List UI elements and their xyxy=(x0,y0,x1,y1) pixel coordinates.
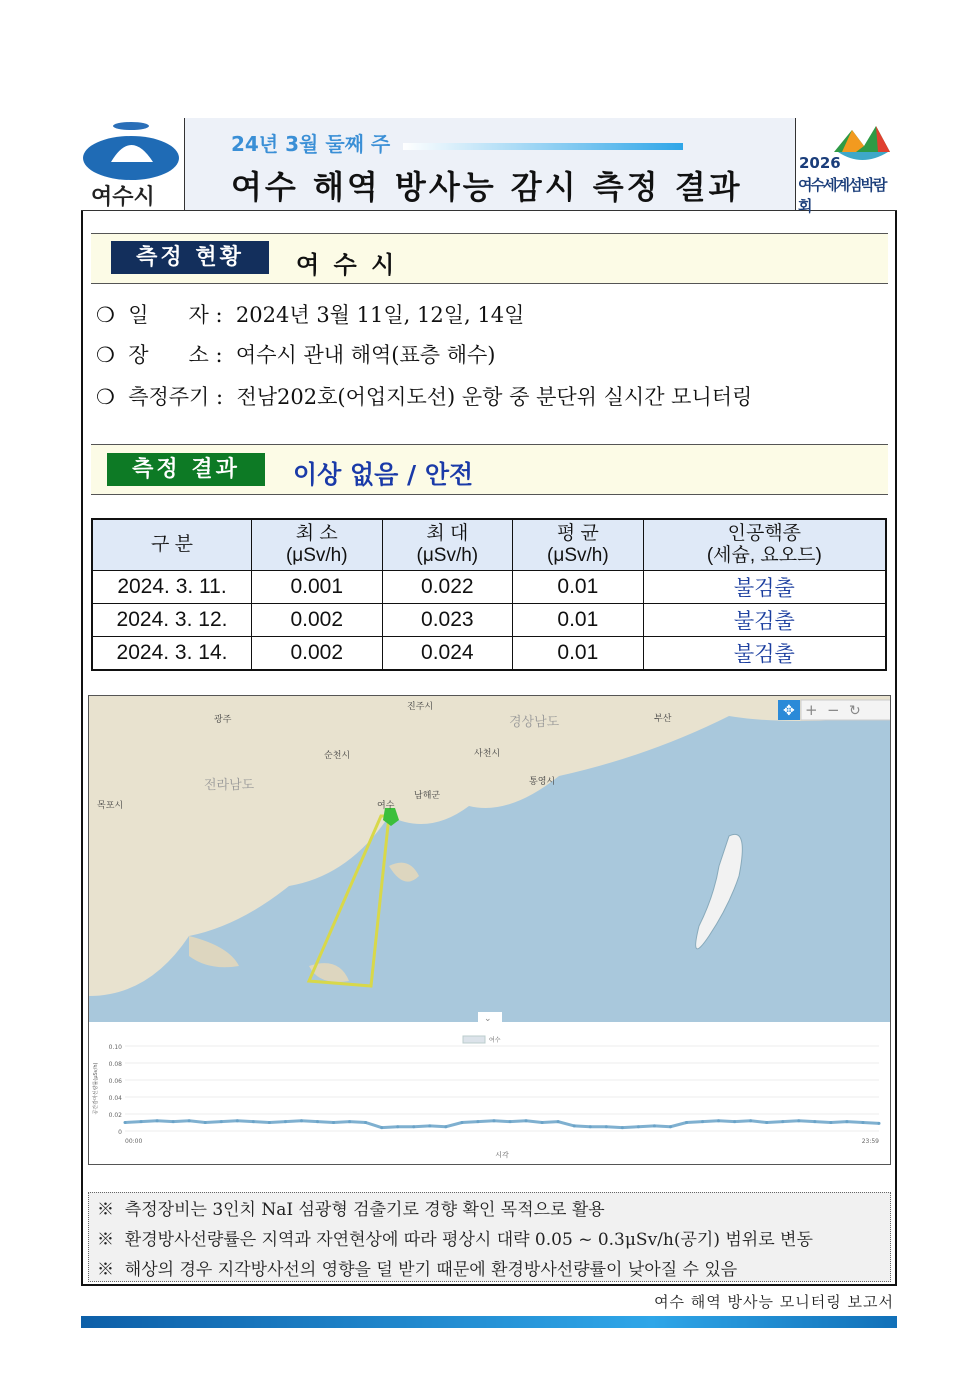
info-date: ❍ 일 자 : 2024년 3월 11일, 12일, 14일 xyxy=(96,303,525,327)
y-tick-label: 0.02 xyxy=(108,1112,122,1119)
data-point xyxy=(765,1121,768,1124)
data-point xyxy=(685,1121,688,1124)
data-point xyxy=(268,1121,271,1124)
info-cycle: ❍ 측정주기 : 전남202호(어업지도선) 운항 중 분단위 실시간 모니터링 xyxy=(96,385,753,409)
data-point xyxy=(444,1125,447,1128)
data-point xyxy=(829,1121,832,1124)
map-label: 부산 xyxy=(654,714,672,724)
data-point xyxy=(509,1120,512,1123)
expo-year: 2026 xyxy=(799,154,841,172)
cell-min: 0.002 xyxy=(252,637,383,671)
data-point xyxy=(348,1120,351,1123)
city-logo-text: 여수시 xyxy=(91,185,155,210)
expo-name: 여수세계섬박람회 xyxy=(798,176,886,215)
report-title: 여수 해역 방사능 감시 측정 결과 xyxy=(231,168,743,206)
data-point xyxy=(428,1124,431,1127)
cell-avg: 0.01 xyxy=(513,604,644,637)
map-label: 사천시 xyxy=(474,749,501,759)
data-point xyxy=(701,1120,704,1123)
data-point xyxy=(124,1121,127,1124)
data-point xyxy=(861,1121,864,1124)
result-label: 측정 결과 xyxy=(107,453,265,486)
col-header-avg: 평 균 (μSv/h) xyxy=(513,519,644,571)
data-point xyxy=(749,1119,752,1122)
x-axis-label: 시각 xyxy=(495,1151,509,1159)
cell-max: 0.022 xyxy=(382,571,513,604)
status-city: 여 수 시 xyxy=(296,251,398,279)
data-point xyxy=(172,1120,175,1123)
map-label: 광주 xyxy=(214,715,232,725)
cell-max: 0.023 xyxy=(382,604,513,637)
map-label: 순천시 xyxy=(324,751,351,761)
cell-avg: 0.01 xyxy=(513,571,644,604)
data-point xyxy=(220,1120,223,1123)
data-point xyxy=(412,1125,415,1128)
status-section-bar xyxy=(91,233,888,284)
col-header-max: 최 대 (μSv/h) xyxy=(382,519,513,571)
cell-max: 0.024 xyxy=(382,637,513,671)
map-label: 경상남도 xyxy=(509,715,560,730)
data-point xyxy=(621,1126,624,1129)
measurement-table xyxy=(91,518,887,671)
data-point xyxy=(653,1124,656,1127)
data-point xyxy=(236,1119,239,1122)
map-label: 남해군 xyxy=(414,791,441,801)
note-3: ※ 해상의 경우 지각방사선의 영향을 덜 받기 때문에 환경방사선량률이 낮아질 수 있음 xyxy=(97,1260,738,1280)
zoom-in-icon[interactable]: + xyxy=(805,701,818,719)
y-tick-label: 0 xyxy=(118,1129,122,1136)
data-point xyxy=(733,1120,736,1123)
cell-nuclide: 불검출 xyxy=(643,637,886,671)
map-label: 통영시 xyxy=(529,777,556,787)
map-label: 전라남도 xyxy=(204,778,255,793)
yeosu-emblem-icon xyxy=(81,118,184,188)
report-header xyxy=(81,118,897,215)
data-point xyxy=(492,1119,495,1122)
y-tick-label: 0.06 xyxy=(108,1078,122,1085)
footer-text: 여수 해역 방사능 모니터링 보고서 xyxy=(654,1293,894,1311)
note-1: ※ 측정장비는 3인치 NaI 섬광형 검출기로 경향 확인 목적으로 활용 xyxy=(97,1200,605,1220)
expo-mountain-icon xyxy=(832,122,892,164)
table-header-row xyxy=(92,519,886,571)
data-point xyxy=(300,1119,303,1122)
data-point xyxy=(797,1119,800,1122)
data-point xyxy=(140,1120,143,1123)
cell-min: 0.002 xyxy=(252,604,383,637)
data-point xyxy=(781,1120,784,1123)
data-point xyxy=(557,1120,560,1123)
data-point xyxy=(541,1121,544,1124)
footer-bar xyxy=(81,1316,897,1328)
data-point xyxy=(525,1119,528,1122)
table-row xyxy=(92,637,886,671)
map-controls[interactable] xyxy=(778,700,890,720)
cell-date: 2024. 3. 12. xyxy=(92,604,252,637)
data-point xyxy=(637,1125,640,1128)
data-point xyxy=(669,1125,672,1128)
map-label: 목포시 xyxy=(97,801,124,811)
data-point xyxy=(284,1120,287,1123)
result-section-bar xyxy=(91,444,888,495)
map-label: 진주시 xyxy=(407,702,434,712)
cell-nuclide: 불검출 xyxy=(643,571,886,604)
expo-logo xyxy=(796,118,897,215)
data-point xyxy=(380,1126,383,1129)
data-point xyxy=(396,1125,399,1128)
zoom-out-icon[interactable]: − xyxy=(827,701,840,719)
data-point xyxy=(845,1120,848,1123)
x-tick-label: 23:59 xyxy=(861,1138,879,1145)
cell-avg: 0.01 xyxy=(513,637,644,671)
subtitle-bar xyxy=(403,143,683,150)
data-point xyxy=(878,1122,881,1125)
col-header-category: 구 분 xyxy=(92,519,252,571)
cell-date: 2024. 3. 14. xyxy=(92,637,252,671)
x-tick-label: 00:00 xyxy=(125,1138,143,1145)
report-subtitle: 24년 3월 둘째 주 xyxy=(231,132,391,156)
info-location: ❍ 장 소 : 여수시 관내 해역(표층 해수) xyxy=(96,343,496,367)
result-verdict: 이상 없음 / 안전 xyxy=(293,460,474,489)
map-label: 여수 xyxy=(377,801,395,811)
dose-rate-chart xyxy=(89,1024,890,1164)
y-axis-label: 공간감마선량률(μSv/h) xyxy=(93,1062,99,1115)
move-icon: ✥ xyxy=(783,703,795,719)
col-header-min: 최 소 (μSv/h) xyxy=(252,519,383,571)
data-point xyxy=(332,1121,335,1124)
note-2: ※ 환경방사선량률은 지역과 자연현상에 따라 평상시 대략 0.05 ~ 0.3μSv/h(공기) 범위로 변동 xyxy=(97,1230,813,1250)
status-label: 측정 현황 xyxy=(111,241,269,274)
data-point xyxy=(605,1125,608,1128)
data-point xyxy=(573,1124,576,1127)
data-point xyxy=(204,1121,207,1124)
yeosu-city-logo xyxy=(81,118,185,210)
cell-date: 2024. 3. 11. xyxy=(92,571,252,604)
data-point xyxy=(188,1119,191,1122)
legend-label: 여수 xyxy=(489,1037,501,1044)
legend-swatch xyxy=(463,1036,485,1043)
reset-icon[interactable]: ↻ xyxy=(849,703,861,719)
data-point xyxy=(316,1120,319,1123)
data-point xyxy=(813,1120,816,1123)
chevron-down-icon: ⌄ xyxy=(484,1014,492,1022)
y-tick-label: 0.04 xyxy=(108,1095,122,1102)
table-row xyxy=(92,604,886,637)
col-header-nuclide: 인공핵종 (세슘, 요오드) xyxy=(643,519,886,571)
data-point xyxy=(476,1120,479,1123)
data-point xyxy=(156,1119,159,1122)
y-tick-label: 0.08 xyxy=(108,1061,122,1068)
title-cell xyxy=(185,118,796,210)
data-point xyxy=(717,1119,720,1122)
monitoring-map-panel xyxy=(88,695,891,1165)
data-point xyxy=(589,1125,592,1128)
table-row xyxy=(92,571,886,604)
y-tick-label: 0.10 xyxy=(108,1044,122,1051)
data-point xyxy=(460,1121,463,1124)
route-map[interactable] xyxy=(89,696,890,1022)
cell-nuclide: 불검출 xyxy=(643,604,886,637)
cell-min: 0.001 xyxy=(252,571,383,604)
data-point xyxy=(364,1121,367,1124)
notes-box xyxy=(88,1192,891,1282)
data-point xyxy=(252,1120,255,1123)
